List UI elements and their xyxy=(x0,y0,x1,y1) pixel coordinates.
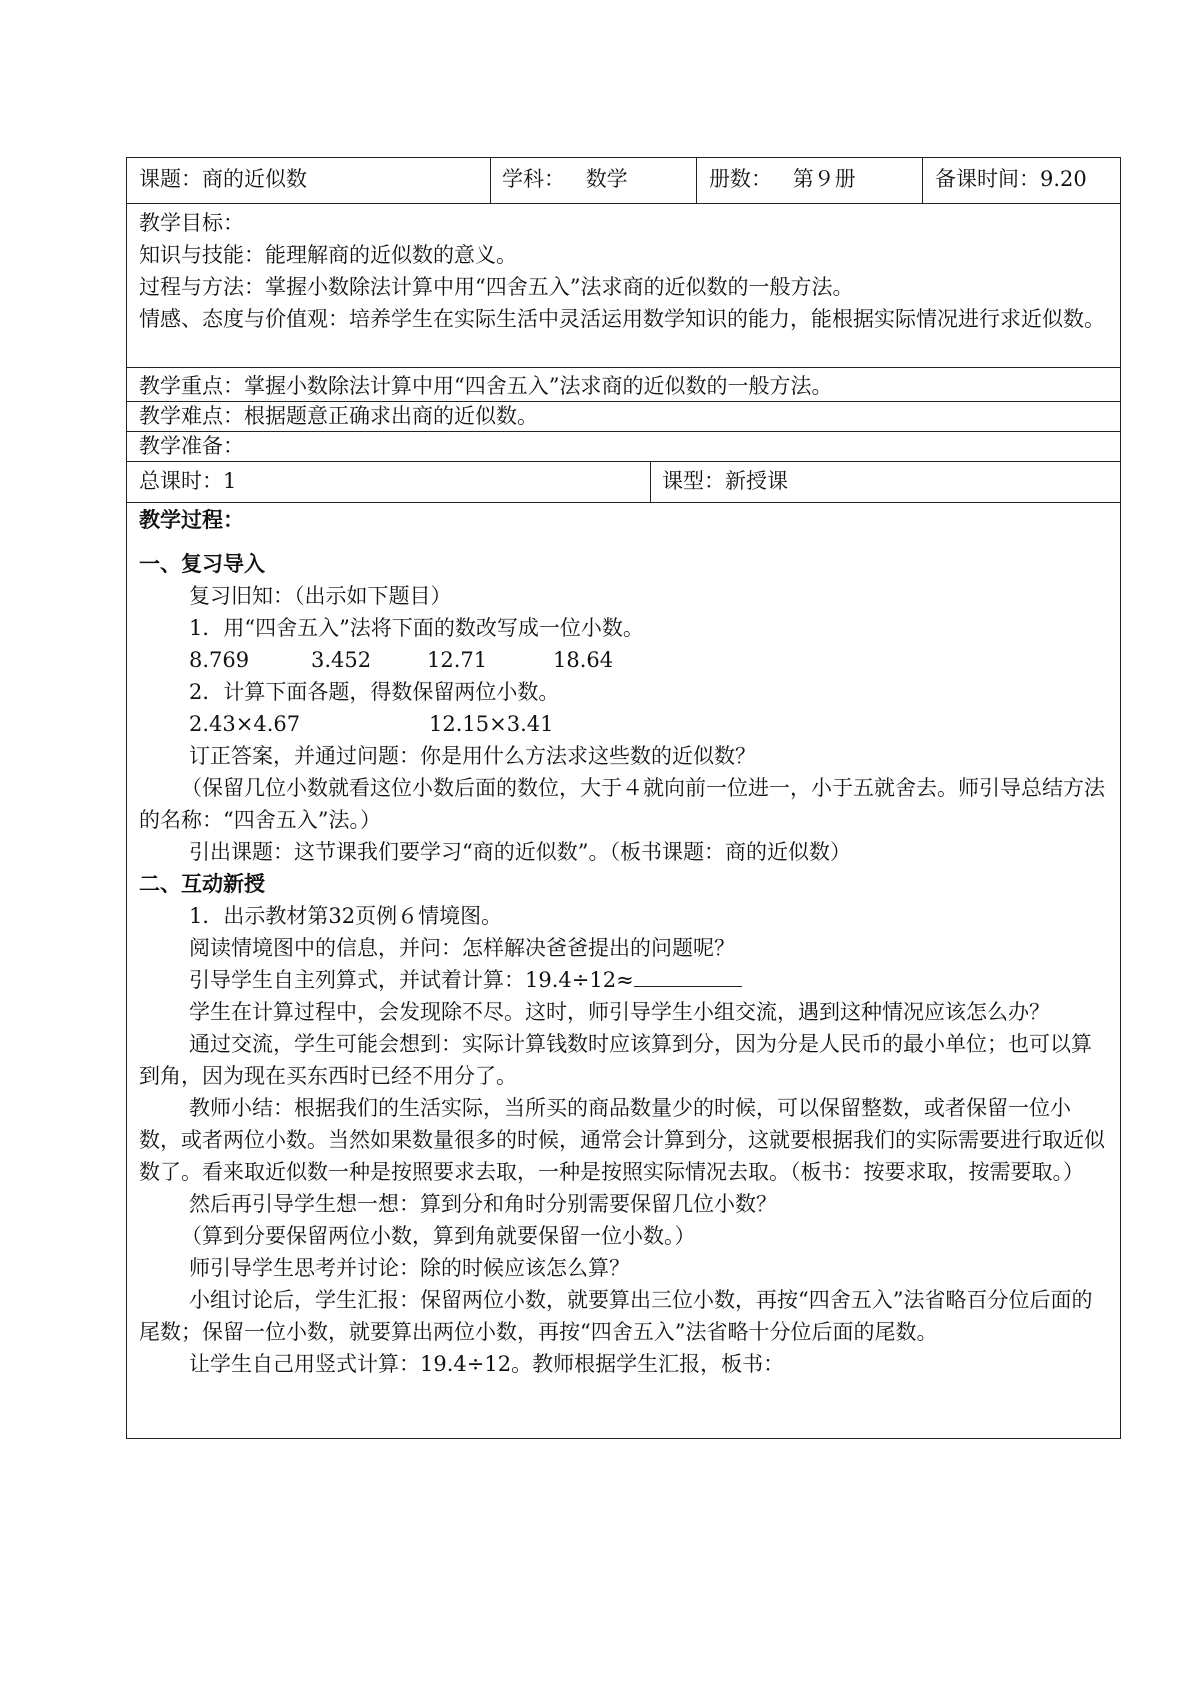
step-discussion: 通过交流，学生可能会想到：实际计算钱数时应该算到分，因为分是人民币的最小单位；也可以算到角，因为现在买东西时已经不用分了。 xyxy=(139,1032,1092,1088)
volume-cell xyxy=(709,163,856,195)
correct-answers: 订正答案，并通过问题：你是用什么方法求这些数的近似数？ xyxy=(189,744,756,768)
introduce-topic: 引出课题：这节课我们要学习“商的近似数”。（板书课题：商的近似数） xyxy=(189,840,851,864)
vertical-calculation: 让学生自己用竖式计算：19.4÷12。教师根据学生汇报，板书： xyxy=(189,1352,785,1376)
volume-label: 册数： xyxy=(709,167,772,191)
formula-text: 引导学生自主列算式，并试着计算：19.4÷12≈ xyxy=(189,968,634,992)
group-report: 小组讨论后，学生汇报：保留两位小数，就要算出三位小数，再按“四舍五入”法省略百分位后面的尾数；保留一位小数，就要算出两位小数，再按“四舍五入”法省略十分位后面的尾数。 xyxy=(139,1288,1093,1344)
q1-number: 12.71 xyxy=(427,648,488,672)
volume-value: 第９册 xyxy=(792,167,856,191)
lesson-type: 课型：新授课 xyxy=(662,469,788,493)
col-divider xyxy=(650,461,651,502)
review-intro: 复习旧知：（出示如下题目） xyxy=(189,584,452,608)
objective-emotion: 情感、态度与价值观：培养学生在实际生活中灵活运用数学知识的能力，能根据实际情况进行求近似数。 xyxy=(139,307,1105,331)
process-block xyxy=(139,504,1111,1380)
teaching-difficulty: 教学难点：根据题意正确求出商的近似数。 xyxy=(139,404,538,428)
col-divider xyxy=(490,158,491,203)
q1-number: 8.769 xyxy=(189,648,250,672)
subject-label: 学科： xyxy=(502,167,565,191)
subject-cell xyxy=(502,163,628,195)
col-divider xyxy=(696,158,697,203)
prep-time-cell: 备课时间：9.20 xyxy=(935,167,1087,191)
objective-knowledge: 知识与技能：能理解商的近似数的意义。 xyxy=(139,243,517,267)
section-review-heading: 一、复习导入 xyxy=(139,551,265,576)
q2-exprs-row xyxy=(139,708,1111,740)
review-question-2: 2．计算下面各题，得数保留两位小数。 xyxy=(189,680,560,704)
q2-expression: 12.15×3.41 xyxy=(429,712,554,736)
q1-number: 3.452 xyxy=(311,648,372,672)
subject-value: 数学 xyxy=(585,167,628,191)
col-divider xyxy=(922,158,923,203)
row-divider xyxy=(127,367,1120,368)
row-divider xyxy=(127,461,1120,462)
row-divider xyxy=(127,203,1120,204)
answer-blank xyxy=(634,966,742,987)
q1-number: 18.64 xyxy=(553,648,614,672)
method-explanation: （保留几位小数就看这位小数后面的数位，大于４就向前一位进一，小于五就舍去。师引导总结方法的名称：“四舍五入”法。） xyxy=(139,776,1105,832)
objective-process: 过程与方法：掌握小数除法计算中用“四舍五入”法求商的近似数的一般方法。 xyxy=(139,275,854,299)
review-question-1: 1．用“四舍五入”法将下面的数改写成一位小数。 xyxy=(189,616,644,640)
teacher-summary: 教师小结：根据我们的生活实际，当所买的商品数量少的时候，可以保留整数，或者保留一位小数，或者两位小数。当然如果数量很多的时候，通常会计算到分，这就要根据我们的实际需要进行取近似数了。看来取近似数一种是按照要求去取，一种是按照实际情况去取。（板书：按要求取，按需要取。） xyxy=(139,1096,1105,1184)
row-divider xyxy=(127,502,1120,503)
step-think-answer: （算到分要保留两位小数，算到角就要保留一位小数。） xyxy=(181,1224,696,1248)
objectives-block xyxy=(139,207,1111,335)
step-read-info: 阅读情境图中的信息，并问：怎样解决爸爸提出的问题呢？ xyxy=(189,936,735,960)
teaching-preparation: 教学准备： xyxy=(139,434,244,458)
total-hours: 总课时：1 xyxy=(139,469,237,493)
q1-numbers-row xyxy=(139,644,1111,676)
process-title: 教学过程： xyxy=(139,507,244,532)
q2-expression: 2.43×4.67 xyxy=(189,712,301,736)
step-think: 然后再引导学生想一想：算到分和角时分别需要保留几位小数？ xyxy=(189,1192,777,1216)
lesson-plan-table xyxy=(126,157,1121,1439)
step-list-formula xyxy=(139,964,1111,996)
objectives-title: 教学目标： xyxy=(139,211,244,235)
step-cannot-divide: 学生在计算过程中，会发现除不尽。这时，师引导学生小组交流，遇到这种情况应该怎么办？ xyxy=(189,1000,1050,1024)
step-guide-discuss: 师引导学生思考并讨论：除的时候应该怎么算？ xyxy=(189,1256,630,1280)
topic-cell: 课题：商的近似数 xyxy=(139,167,307,191)
step-show-scene: 1．出示教材第32页例６情境图。 xyxy=(189,904,503,928)
teaching-focus: 教学重点：掌握小数除法计算中用“四舍五入”法求商的近似数的一般方法。 xyxy=(139,374,833,398)
section-new-teaching-heading: 二、互动新授 xyxy=(139,871,265,896)
